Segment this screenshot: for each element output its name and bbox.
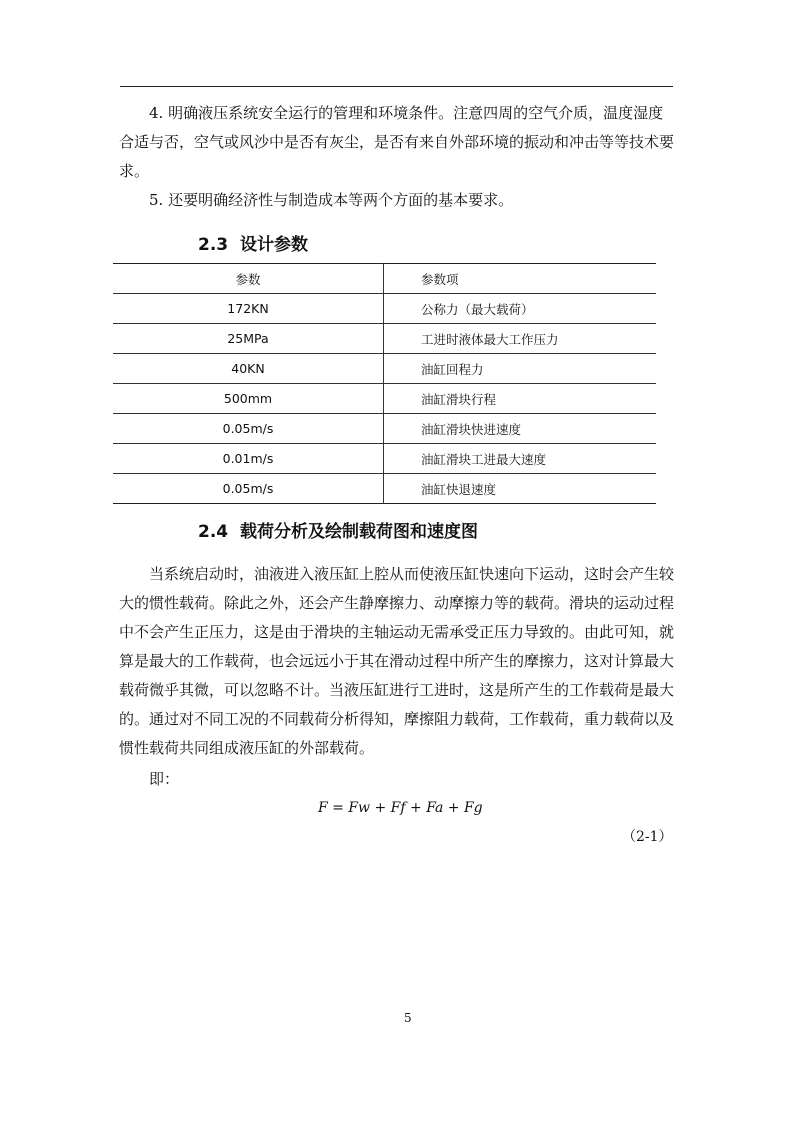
parameter-table — [113, 263, 656, 504]
table-header-cell: 参数项 — [421, 271, 459, 287]
table-row — [113, 444, 656, 474]
table-cell-value: 172KN — [113, 294, 384, 324]
table-row — [113, 324, 656, 354]
table-header-row — [113, 264, 656, 294]
table-cell-value: 500mm — [113, 384, 384, 414]
section-number: 2.3 — [198, 235, 229, 255]
paragraph-5: 5. 还要明确经济性与制造成本等两个方面的基本要求。 — [149, 191, 514, 209]
table-cell-value: 0.05m/s — [113, 414, 384, 444]
table-row — [113, 474, 656, 504]
formula-2-1: F = Fw + Ff + Fa + Fg — [318, 800, 483, 816]
table-row — [113, 384, 656, 414]
table-cell-item: 油缸滑块工进最大速度 — [421, 451, 547, 467]
header-rule — [120, 86, 673, 87]
table-cell-item: 油缸快退速度 — [421, 481, 497, 497]
section-heading-2-3 — [198, 230, 308, 255]
table-cell-value: 25MPa — [113, 324, 384, 354]
table-row — [113, 294, 656, 324]
equation-number: （2-1） — [622, 829, 673, 845]
page-number: 5 — [404, 1011, 412, 1025]
table-header-cell: 参数 — [113, 264, 384, 294]
table-cell-item: 工进时液体最大工作压力 — [421, 331, 559, 347]
ji-label: 即： — [149, 770, 180, 788]
body-paragraph: 当系统启动时，油液进入液压缸上腔从而使液压缸快速向下运动，这时会产生较大的惯性载荷。除此之外，还会产生静摩擦力、动摩擦力等的载荷。滑块的运动过程中不会产生正压力，这是由于滑块的主轴运动无需承受正压力导致的。由此可知，就算是最大的工作载荷，也会远远小于其在滑动过程中所产生的摩擦力，这对计算最大载荷微乎其微，可以忽略不计。当液压缸进行工进时，这是所产生的工作载荷是最大的。通过对不同工况的不同载荷分析得知，摩擦阻力载荷，工作载荷，重力载荷以及惯性载荷共同组成液压缸的外部载荷。 — [119, 565, 675, 757]
table-cell-item: 油缸滑块快进速度 — [421, 421, 522, 437]
section-title: 载荷分析及绘制载荷图和速度图 — [239, 522, 478, 542]
section-title: 设计参数 — [239, 235, 308, 255]
table-cell-value: 0.05m/s — [113, 474, 384, 504]
table-cell-item: 油缸滑块行程 — [421, 391, 497, 407]
table-cell-value: 40KN — [113, 354, 384, 384]
table-row — [113, 354, 656, 384]
table-cell-item: 油缸回程力 — [421, 361, 484, 377]
section-number: 2.4 — [198, 522, 229, 542]
table-cell-item: 公称力（最大载荷） — [421, 301, 534, 317]
table-cell-value: 0.01m/s — [113, 444, 384, 474]
section-heading-2-4 — [198, 517, 478, 542]
paragraph-4: 4. 明确液压系统安全运行的管理和环境条件。注意四周的空气介质，温度湿度合适与否，空气或风沙中是否有灰尘，是否有来自外部环境的振动和冲击等等技术要求。 — [119, 104, 675, 180]
table-row — [113, 414, 656, 444]
